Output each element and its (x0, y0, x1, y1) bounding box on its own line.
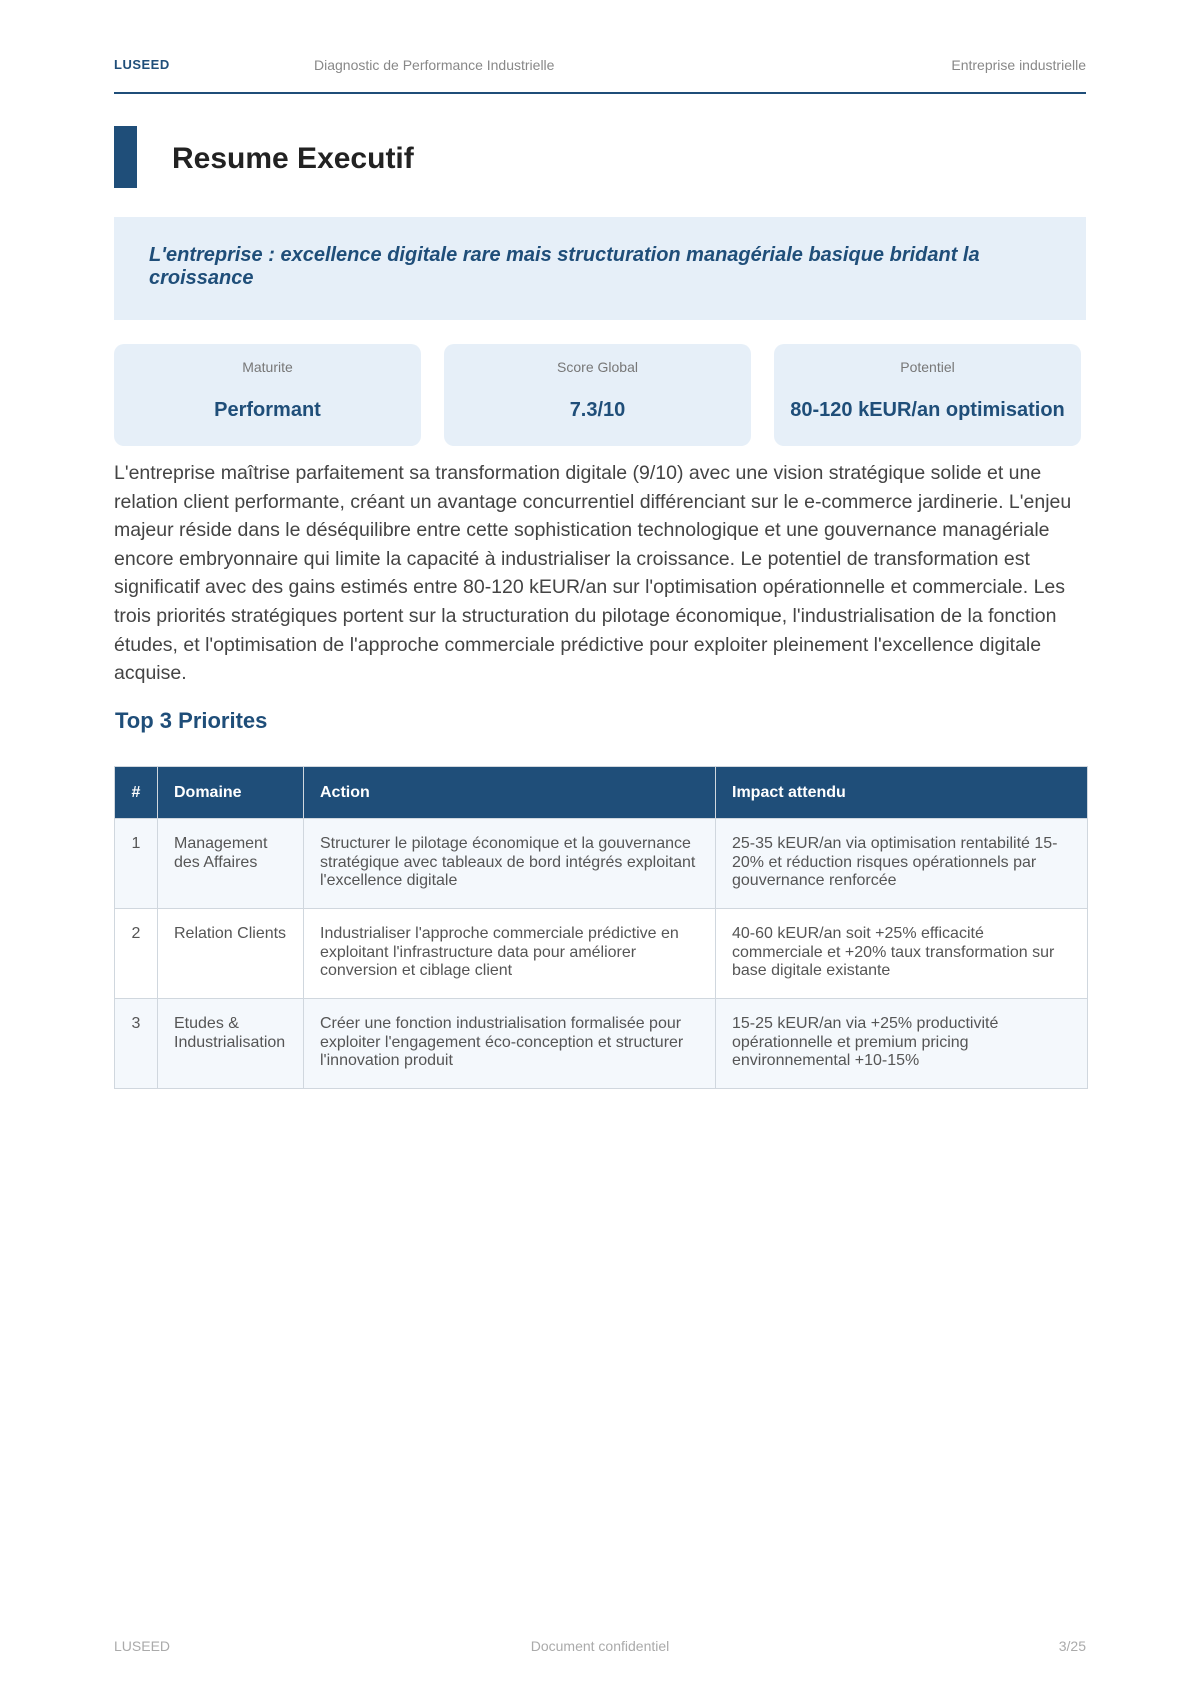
table-header-row (115, 767, 1088, 819)
column-header-impact: Impact attendu (716, 767, 1088, 819)
executive-summary-text: L'entreprise maîtrise parfaitement sa transformation digitale (9/10) avec une vision stratégique solide et une relation client performante, créant un avantage concurrentiel différenciant sur le e-commerce jardinerie. L'enjeu majeur réside dans le déséquilibre entre cette sophistication technologique et une gouvernance managériale encore embryonnaire qui limite la capacité à industrialiser la croissance. Le potentiel de transformation est significatif avec des gains estimés entre 80-120 kEUR/an sur l'optimisation opérationnelle et commerciale. Les trois priorités stratégiques portent sur la structuration du pilotage économique, l'industrialisation de la fonction études, et l'optimisation de l'approche commerciale prédictive pour exploiter pleinement l'excellence digitale acquise. (114, 462, 1072, 685)
priority-impact: 25-35 kEUR/an via optimisation rentabilité 15-20% et réduction risques opérationnels par gouvernance renforcée (716, 819, 1088, 909)
headline-text: L'entreprise : excellence digitale rare mais structuration managériale basique bridant la croissance (149, 244, 980, 289)
priority-action: Créer une fonction industrialisation formalisée pour exploiter l'engagement éco-conception et structurer l'innovation produit (304, 999, 716, 1089)
priority-domain: Etudes & Industrialisation (158, 999, 304, 1089)
column-header-number: # (115, 767, 158, 819)
priority-number: 3 (115, 999, 158, 1089)
column-header-domain: Domaine (158, 767, 304, 819)
headline-box (114, 217, 1086, 320)
kpi-card-potential (774, 344, 1081, 446)
priority-domain: Management des Affaires (158, 819, 304, 909)
brand-name: LUSEED (114, 57, 170, 72)
priorities-title: Top 3 Priorites (115, 708, 268, 733)
table-row (115, 999, 1088, 1089)
priority-number: 1 (115, 819, 158, 909)
priority-action: Industrialiser l'approche commerciale prédictive en exploitant l'infrastructure data pour améliorer conversion et ciblage client (304, 909, 716, 999)
footer-confidential: Document confidentiel (530, 1638, 670, 1654)
page-number: 3/25 (1058, 1638, 1086, 1654)
kpi-cards (114, 344, 1086, 446)
priority-number: 2 (115, 909, 158, 999)
priority-impact: 15-25 kEUR/an via +25% productivité opérationnelle et premium pricing environnemental +10-15% (716, 999, 1088, 1089)
kpi-label: Potentiel (900, 359, 955, 375)
table-row (115, 819, 1088, 909)
priorities-table (114, 766, 1088, 1089)
document-title: Diagnostic de Performance Industrielle (314, 57, 555, 73)
priority-impact: 40-60 kEUR/an soit +25% efficacité commerciale et +20% taux transformation sur base digitale existante (716, 909, 1088, 999)
kpi-value: Performant (214, 399, 321, 421)
kpi-label: Score Global (557, 359, 638, 375)
kpi-value: 80-120 kEUR/an optimisation (790, 399, 1065, 421)
kpi-value: 7.3/10 (569, 399, 626, 421)
kpi-card-global-score (444, 344, 751, 446)
priority-domain: Relation Clients (158, 909, 304, 999)
priority-action: Structurer le pilotage économique et la gouvernance stratégique avec tableaux de bord intégrés exploitant l'excellence digitale (304, 819, 716, 909)
page-header (114, 54, 1086, 94)
section-heading (114, 126, 1086, 188)
kpi-label: Maturite (242, 359, 293, 375)
page-footer (114, 1638, 1086, 1658)
table-row (115, 909, 1088, 999)
column-header-action: Action (304, 767, 716, 819)
kpi-card-maturity (114, 344, 421, 446)
section-accent-bar (114, 126, 137, 188)
footer-brand: LUSEED (114, 1638, 171, 1654)
section-title: Resume Executif (172, 142, 414, 175)
client-name: Entreprise industrielle (951, 57, 1086, 73)
